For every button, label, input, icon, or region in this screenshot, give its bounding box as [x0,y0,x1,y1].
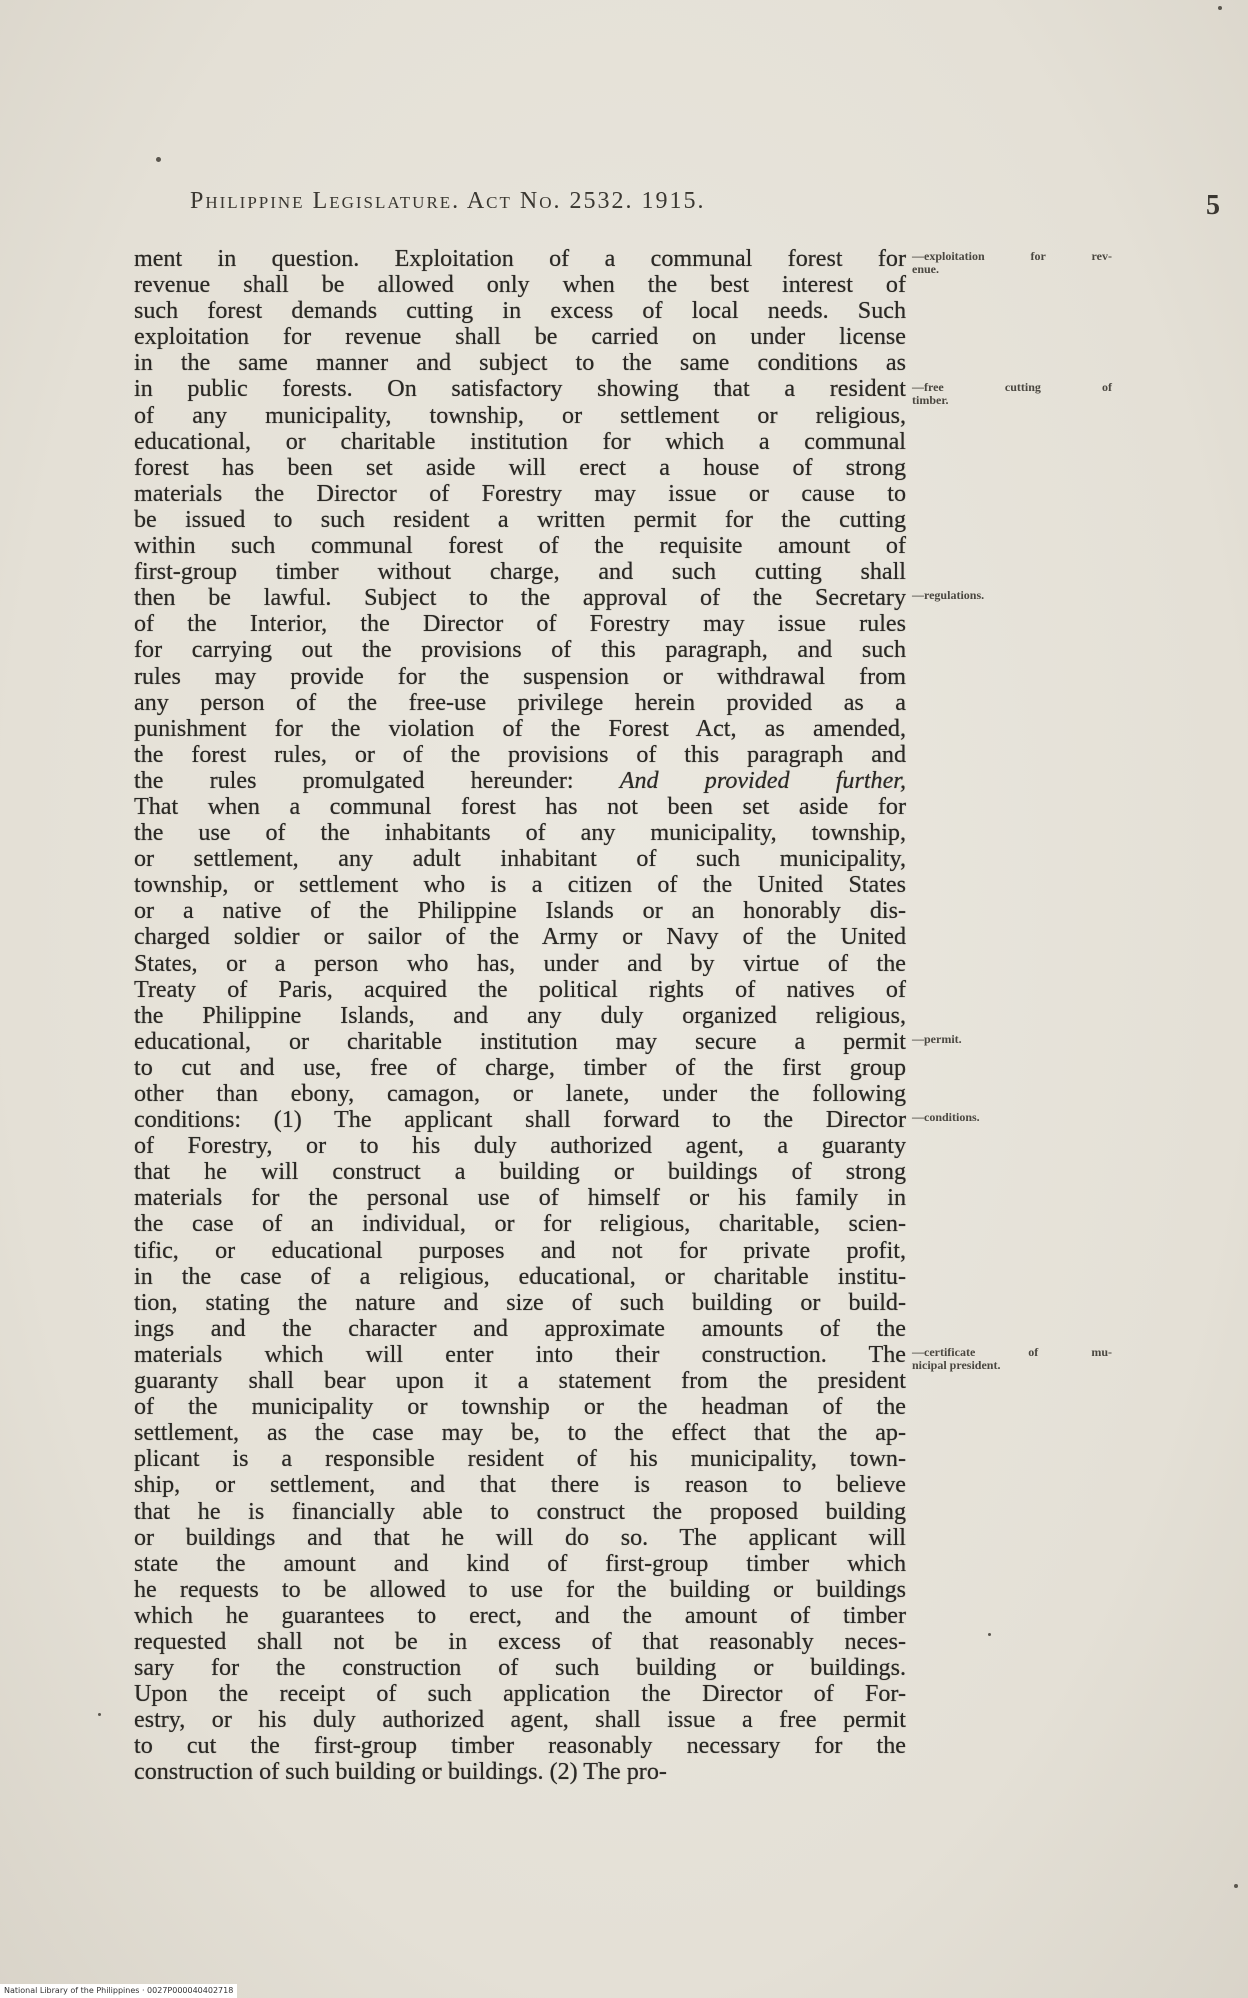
text-line [134,1681,906,1707]
text-segment: ings and the character and approximate amounts of the [134,1315,906,1342]
text-segment: or buildings and that he will do so. The applicant will [134,1524,906,1551]
body-text [134,246,906,1786]
text-line [134,951,906,977]
text-line [134,846,906,872]
margin-note-line: —conditions. [912,1110,980,1125]
text-segment: that he will construct a building or buildings of strong [134,1159,906,1186]
text-line [134,533,906,559]
text-line [134,1420,906,1446]
text-segment: requested shall not be in excess of that reasonably neces- [134,1628,906,1655]
speck [988,1633,991,1636]
page-number: 5 [1206,190,1220,221]
margin-note-line: —permit. [912,1032,962,1046]
text-line [134,1316,906,1342]
speck [1234,1884,1238,1888]
italic-phrase: And provided further, [619,767,907,794]
text-line [134,1603,906,1629]
text-segment: be issued to such resident a written permit for the cutting [134,506,906,533]
text-segment: revenue shall be allowed only when the best interest of [134,272,906,299]
text-segment: state the amount and kind of first-group timber which [134,1550,906,1577]
text-segment: the rules promulgated hereunder: [134,767,620,794]
text-line [134,1525,906,1551]
text-line [134,977,906,1003]
text-line [134,872,906,898]
margin-note-line: —free cutting of [912,379,1112,394]
text-segment: in public forests. On satisfactory showing that a resident [134,376,906,403]
text-line [134,1655,906,1681]
text-line [134,559,906,585]
text-line [134,1551,906,1577]
text-segment: punishment for the violation of the Forest Act, as amended, [134,715,906,742]
text-line [134,1290,906,1316]
text-segment: such forest demands cutting in excess of local needs. Such [134,298,906,325]
text-segment: ship, or settlement, and that there is reason to believe [134,1472,906,1499]
text-line [134,429,906,455]
text-line [134,1629,906,1655]
text-line [134,1446,906,1472]
text-segment: first-group timber without charge, and such cutting shall [134,559,906,586]
text-line [134,1577,906,1603]
text-line [134,768,906,794]
text-segment: estry, or his duly authorized agent, shall issue a free permit [134,1707,906,1734]
text-line [134,637,906,663]
text-line [134,1211,906,1237]
speck [98,1713,101,1716]
text-line [134,898,906,924]
text-line [134,507,906,533]
text-line [134,1759,906,1785]
text-line [134,1264,906,1290]
text-line [134,298,906,324]
margin-note [912,1346,1112,1372]
text-segment: settlement, as the case may be, to the effect that the ap- [134,1420,906,1447]
text-segment: guaranty shall bear upon it a statement from the president [134,1368,906,1395]
text-segment: other than ebony, camagon, or lanete, under the following [134,1081,906,1107]
margin-note [912,589,1112,602]
text-segment: any person of the free-use privilege herein provided as a [134,689,906,716]
text-segment: sary for the construction of such building or buildings. [134,1655,906,1682]
text-line [134,820,906,846]
text-segment: then be lawful. Subject to the approval of the Secretary [134,585,906,612]
text-segment: of any municipality, township, or settlement or religious, [134,402,906,429]
text-segment: rules may provide for the suspension or withdrawal from [134,663,906,690]
text-line [134,1003,906,1029]
text-segment: of the Interior, the Director of Forestry may issue rules [134,611,906,638]
text-line [134,794,906,820]
text-line [134,1499,906,1525]
text-line [134,664,906,690]
text-line [134,455,906,481]
margin-note-line: enue. [912,262,939,276]
text-segment: materials which will enter into their construction. The [134,1341,906,1368]
text-segment: the forest rules, or of the provisions of this paragraph and [134,741,906,768]
margin-note-line: —certificate of mu- [912,1345,1112,1360]
text-line [134,1368,906,1394]
margin-note [912,381,1112,407]
text-line [134,350,906,376]
text-segment: That when a communal forest has not been set aside for [134,793,906,820]
text-line [134,1707,906,1733]
text-segment: educational, or charitable institution may secure a permit [134,1028,906,1055]
text-segment: the use of the inhabitants of any municipality, township, [134,820,906,847]
text-segment: to cut the first-group timber reasonably necessary for the [134,1733,906,1760]
archive-credit: National Library of the Philippines · 0027P000040402718 [0,1984,237,1998]
text-line [134,690,906,716]
text-line [134,742,906,768]
running-header [190,188,1230,228]
text-line [134,324,906,350]
text-line [134,1081,906,1107]
text-line [134,1342,906,1368]
margin-note [912,1111,1112,1124]
text-line [134,1472,906,1498]
speck [156,157,161,162]
text-segment: of the municipality or township or the headman of the [134,1394,906,1421]
text-segment: materials the Director of Forestry may issue or cause to [134,480,906,507]
header-title: Philippine Legislature. Act No. 2532. 1915. [190,188,706,214]
margin-note-line: nicipal president. [912,1358,1001,1373]
text-line [134,376,906,402]
margin-note-line: —regulations. [912,588,985,603]
text-segment: he requests to be allowed to use for the building or buildings [134,1576,906,1603]
text-segment: in the same manner and subject to the same conditions as [134,350,906,377]
text-segment: that he is financially able to construct the proposed building [134,1498,906,1525]
text-line [134,1107,906,1133]
text-segment: ment in question. Exploitation of a communal forest for [134,246,906,272]
text-segment: plicant is a responsible resident of his municipality, town- [134,1446,906,1473]
text-line [134,1733,906,1759]
text-segment: tion, stating the nature and size of such building or build- [134,1289,906,1316]
text-segment: or settlement, any adult inhabitant of such municipality, [134,846,906,873]
text-line [134,1394,906,1420]
text-segment: to cut and use, free of charge, timber of the first group [134,1054,906,1081]
text-segment: Upon the receipt of such application the Director of For- [134,1681,906,1708]
margin-note [912,1033,1112,1046]
text-line [134,1055,906,1081]
text-segment: conditions: (1) The applicant shall forward to the Director [134,1107,906,1134]
margin-note-line: —exploitation for rev- [912,249,1112,263]
text-line [134,1029,906,1055]
text-segment: the Philippine Islands, and any duly organized religious, [134,1002,906,1029]
text-line [134,1133,906,1159]
text-segment: of Forestry, or to his duly authorized agent, a guaranty [134,1133,906,1160]
text-line [134,481,906,507]
text-segment: educational, or charitable institution for which a communal [134,428,906,455]
speck [1218,6,1222,10]
text-line [134,611,906,637]
text-segment: which he guarantees to erect, and the amount of timber [134,1602,906,1629]
margin-note-line: timber. [912,392,949,407]
text-segment: States, or a person who has, under and by virtue of the [134,950,906,977]
margin-note [912,250,1112,276]
text-line [134,924,906,950]
text-line [134,246,906,272]
text-line [134,716,906,742]
text-line [134,585,906,611]
text-segment: exploitation for revenue shall be carried on under license [134,324,906,351]
text-segment: the case of an individual, or for religious, charitable, scien- [134,1211,906,1238]
text-segment: tific, or educational purposes and not for private profit, [134,1237,906,1264]
text-segment: or a native of the Philippine Islands or an honorably dis- [134,898,906,925]
text-line [134,1238,906,1264]
text-segment: forest has been set aside will erect a house of strong [134,454,906,481]
text-line [134,1159,906,1185]
text-segment: Treaty of Paris, acquired the political rights of natives of [134,976,906,1003]
text-line [134,403,906,429]
text-segment: construction of such building or buildings. (2) The pro- [134,1759,667,1786]
text-segment: township, or settlement who is a citizen of the United States [134,872,906,899]
text-segment: materials for the personal use of himself or his family in [134,1185,906,1212]
text-line [134,272,906,298]
text-line [134,1185,906,1211]
text-segment: within such communal forest of the requisite amount of [134,533,906,560]
text-segment: charged soldier or sailor of the Army or Navy of the United [134,924,906,951]
text-segment: for carrying out the provisions of this paragraph, and such [134,637,906,664]
text-segment: in the case of a religious, educational, or charitable institu- [134,1263,906,1290]
